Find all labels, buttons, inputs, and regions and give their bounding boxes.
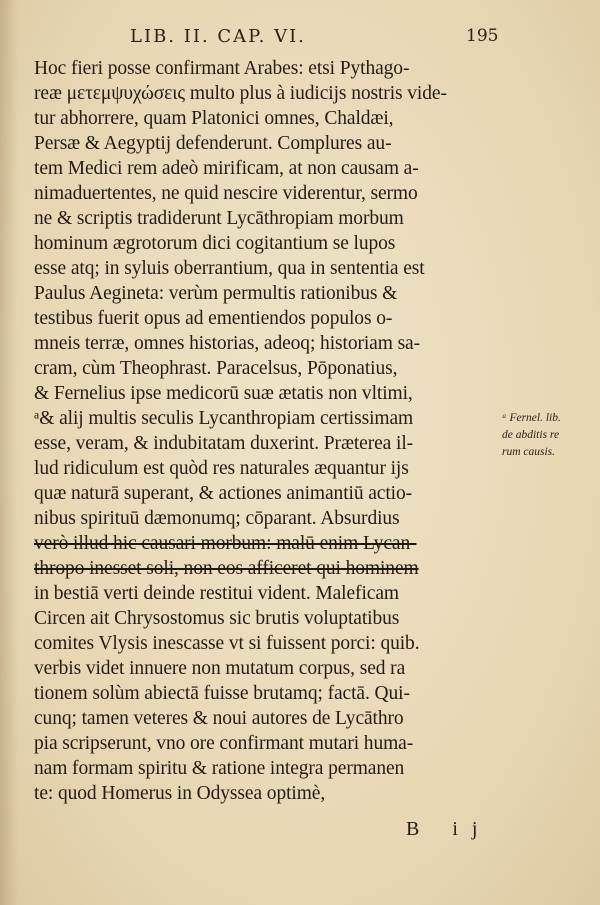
text-line: mneis terræ, omnes historias, adeoq; historiam sa- xyxy=(34,333,421,354)
text-line: esse atq; in syluis oberrantium, qua in sententia est xyxy=(34,258,425,279)
text-line: Persæ & Aegyptij defenderunt. Complures au- xyxy=(34,133,392,154)
text-line: in bestiā verti deinde restitui vident. Maleficam xyxy=(34,583,399,604)
marginal-note-line: ᵃ Fernel. lib. xyxy=(502,412,561,424)
text-line: quæ naturā superant, & actiones animantiū actio- xyxy=(34,483,413,504)
text-line: ne & scriptis tradiderunt Lycāthropiam morbum xyxy=(34,208,404,229)
text-line: esse, veram, & indubitatam duxerint. Præterea il- xyxy=(34,433,414,454)
text-line: testibus fuerit opus ad ementiendos populos o- xyxy=(34,308,393,329)
gutter-shadow xyxy=(0,0,18,905)
text-line: pia scripserunt, vno ore confirmant mutari huma- xyxy=(34,733,414,754)
text-line: Circen ait Chrysostomus sic brutis voluptatibus xyxy=(34,608,400,629)
text-line: te: quod Homerus in Odyssea optimè, xyxy=(34,783,326,804)
text-line: comites Vlysis inescasse vt si fuissent porci: quib. xyxy=(34,633,420,654)
text-line: ᵃ& alij multis seculis Lycanthropiam certissimam xyxy=(34,408,414,429)
text-line: cram, cùm Theophrast. Paracelsus, Pōponatius, xyxy=(34,358,398,379)
running-head: LIB. II. CAP. VI. xyxy=(130,26,306,47)
text-line: Hoc fieri posse confirmant Arabes: etsi Pythago- xyxy=(34,58,410,79)
text-line: hominum ægrotorum dici cogitantium se lupos xyxy=(34,233,396,254)
text-line: tur abhorrere, quam Platonici omnes, Chaldæi, xyxy=(34,108,394,129)
text-line: nibus spirituū dæmonumq; cōparant. Absurdius xyxy=(34,508,400,529)
text-line: lud ridiculum est quòd res naturales æquantur ijs xyxy=(34,458,409,479)
text-line: & Fernelius ipse medicorū suæ ætatis non vltimi, xyxy=(34,383,413,404)
text-line: tem Medici rem adeò mirificam, at non causam a- xyxy=(34,158,419,179)
struck-text-line: verò illud hic causari morbum: malū enim Lycan- xyxy=(34,533,417,554)
text-line: nimaduertentes, ne quid nescire viderentur, sermo xyxy=(34,183,418,204)
text-line: tionem solùm abiectā fuisse brutamq; factā. Qui- xyxy=(34,683,410,704)
text-line: nam formam spiritu & ratione integra permanen xyxy=(34,758,405,779)
marginal-note xyxy=(502,410,598,461)
signature-mark: B ij xyxy=(406,818,492,840)
text-line: verbis videt innuere non mutatum corpus, sed ra xyxy=(34,658,406,679)
marginal-note-line: de abditis re xyxy=(502,429,560,441)
text-line: reæ μετεμψυχώσεις multo plus à iudicijs nostris vide- xyxy=(34,83,447,104)
body-text xyxy=(34,56,504,806)
text-line: cunq; tamen veteres & noui autores de Lycāthro xyxy=(34,708,404,729)
marginal-note-line: rum causis. xyxy=(502,446,556,458)
struck-text-line: thropo inesset soli, non eos afficeret qui hominem xyxy=(34,558,419,579)
text-line: Paulus Aegineta: verùm permultis rationibus & xyxy=(34,283,398,304)
page-number: 195 xyxy=(466,26,499,46)
